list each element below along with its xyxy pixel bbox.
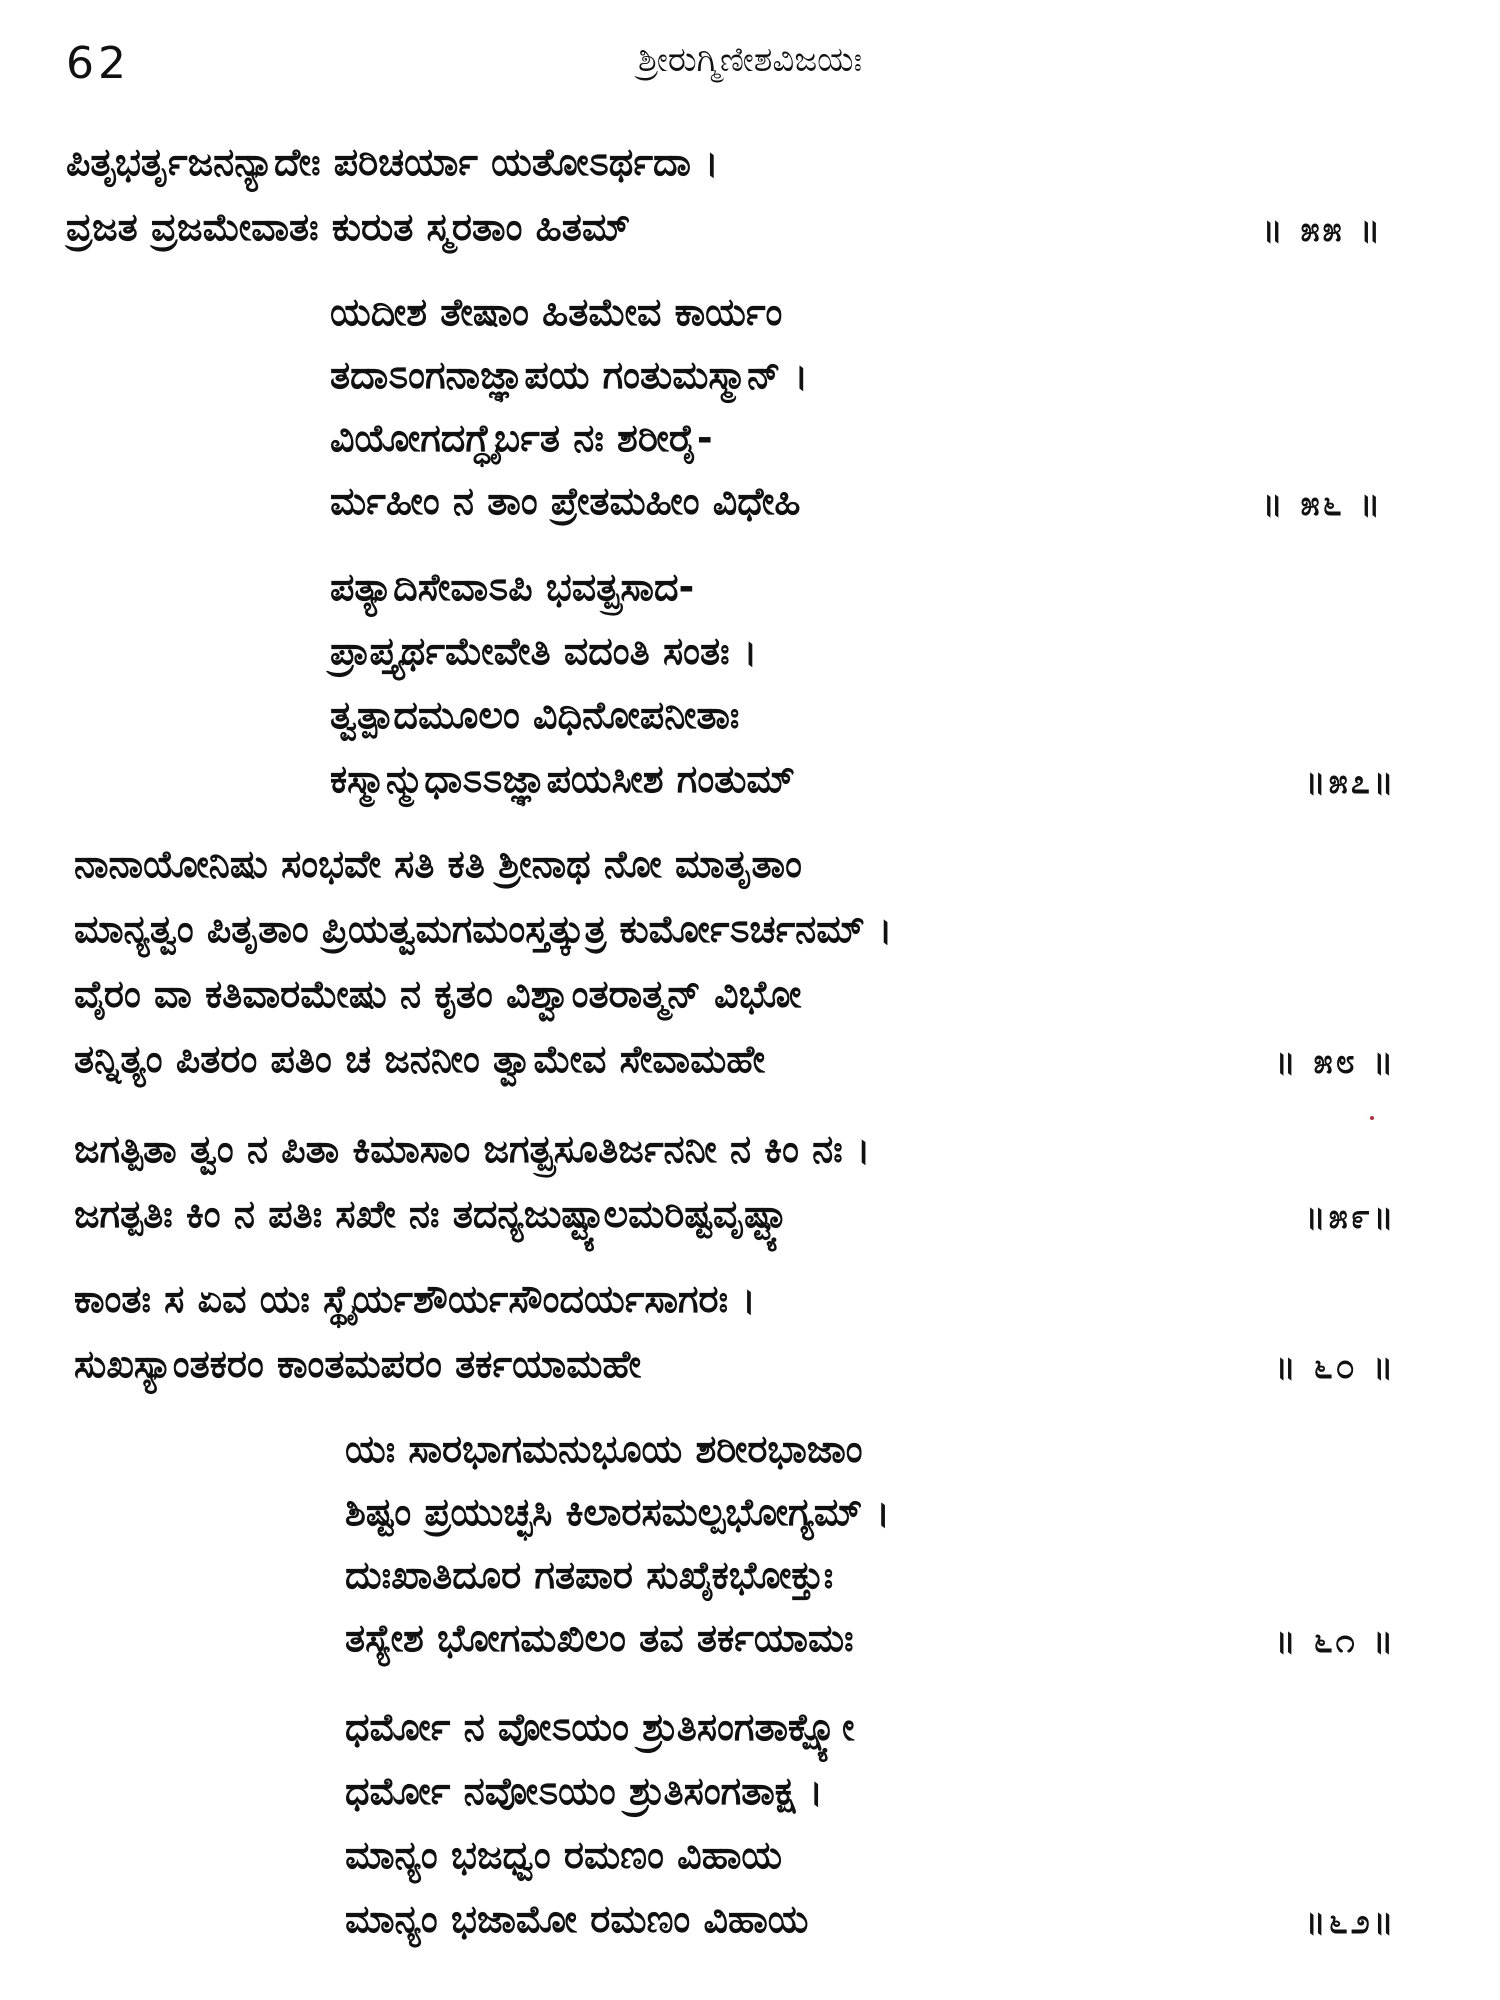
ink-speck	[1370, 1116, 1374, 1120]
verse-line: ತಸ್ಯೇಶ ಭೋಗಮಖಿಲಂ ತವ ತರ್ಕಯಾಮಃ	[345, 1616, 854, 1660]
verse-number: ॥ ೫೬ ॥	[1262, 484, 1384, 524]
verse-line: ವಿಯೋಗದಗ್ಧೈರ್ಬತ ನಃ ಶರೀರೈ-	[330, 416, 713, 460]
verse-line: ಧರ್ಮೋ ನ ವೋಽಯಂ ಶ್ರುತಿಸಂಗತಾಕ್ಷ್ಯೋ	[345, 1705, 855, 1749]
verse-line: ದುಃಖಾತಿದೂರ ಗತಪಾರ ಸುಖೈಕಭೋಕ್ತುಃ	[345, 1553, 834, 1597]
verse-number: ॥ ೬೧ ॥	[1275, 1621, 1397, 1661]
verse-number: ॥೫೯॥	[1305, 1197, 1397, 1237]
verse-line: ಪತ್ಯಾದಿಸೇವಾಽಪಿ ಭವತ್ಪ್ರಸಾದ-	[330, 565, 695, 609]
verse-number: ॥ ೬೦ ॥	[1275, 1347, 1397, 1387]
verse-line: ಸುಖಸ್ಯಾಂತಕರಂ ಕಾಂತಮಪರಂ ತರ್ಕಯಾಮಹೇ	[74, 1342, 642, 1386]
page-number: 62	[66, 38, 130, 89]
verse-line: ಯದೀಶ ತೇಷಾಂ ಹಿತಮೇವ ಕಾರ್ಯಂ	[330, 290, 783, 334]
verse-line: ಪ್ರಾಪ್ತ್ಯರ್ಥಮೇವೇತಿ ವದಂತಿ ಸಂತಃ ।	[330, 629, 758, 673]
verse-line: ಪಿತೃಭರ್ತೃಜನನ್ಯಾದೇಃ ಪರಿಚರ್ಯಾ ಯತೋಽರ್ಥದಾ ।	[66, 140, 719, 184]
verse-line: ವೈರಂ ವಾ ಕತಿವಾರಮೇಷು ನ ಕೃತಂ ವಿಶ್ವಾಂತರಾತ್ಮನ್ ವಿಭೋ	[74, 972, 802, 1016]
verse-number: ॥ ೫೫ ॥	[1262, 210, 1384, 250]
verse-line: ನಾನಾಯೋನಿಷು ಸಂಭವೇ ಸತಿ ಕತಿ ಶ್ರೀನಾಥ ನೋ ಮಾತೃತಾಂ	[74, 842, 802, 886]
verse-line: ಮಾನ್ಯಂ ಭಜಾಮೋ ರಮಣಂ ವಿಹಾಯ	[345, 1897, 809, 1941]
verse-line: ಕಸ್ಮಾನ್ಮುಧಾಽಽಜ್ಞಾಪಯಸೀಶ ಗಂತುಮ್	[330, 757, 795, 801]
verse-number: ॥೬೨॥	[1305, 1902, 1397, 1942]
verse-number: ॥೫೭॥	[1305, 762, 1397, 802]
verse-line: ಮಾನ್ಯತ್ವಂ ಪಿತೃತಾಂ ಪ್ರಿಯತ್ವಮಗಮಂಸ್ತತ್ಕುತ್ರ ಕುರ್ಮೋಽರ್ಚನಮ್ ।	[74, 907, 893, 951]
verse-line: ರ್ಮಹೀಂ ನ ತಾಂ ಪ್ರೇತಮಹೀಂ ವಿಧೇಹಿ	[330, 479, 801, 523]
verse-line: ತ್ವತ್ಪಾದಮೂಲಂ ವಿಧಿನೋಪನೀತಾಃ	[330, 693, 740, 737]
verse-line: ತನ್ನಿತ್ಯಂ ಪಿತರಂ ಪತಿಂ ಚ ಜನನೀಂ ತ್ವಾಮೇವ ಸೇವಾಮಹೇ	[74, 1037, 766, 1081]
running-head: ಶ್ರೀರುಗ್ಮಿಣೀಶವಿಜಯಃ	[637, 40, 863, 80]
verse-line: ಧರ್ಮೋ ನವೋಽಯಂ ಶ್ರುತಿಸಂಗತಾಕ್ಷ ।	[345, 1769, 824, 1813]
verse-line: ಮಾನ್ಯಂ ಭಜಧ್ವಂ ರಮಣಂ ವಿಹಾಯ	[345, 1833, 783, 1877]
verse-line: ಜಗತ್ಪಿತಾ ತ್ವಂ ನ ಪಿತಾ ಕಿಮಾಸಾಂ ಜಗತ್ಪ್ರಸೂತಿರ್ಜನನೀ ನ ಕಿಂ ನಃ ।	[74, 1127, 871, 1171]
verse-line: ತದಾಽಂಗನಾಜ್ಞಾಪಯ ಗಂತುಮಸ್ಮಾನ್ ।	[330, 353, 809, 397]
verse-line: ಜಗತ್ಪತಿಃ ಕಿಂ ನ ಪತಿಃ ಸಖೇ ನಃ ತದನ್ಯಜುಷ್ಟ್ಯಾಲಮರಿಷ್ಟವೃಷ್ಟ್ಯಾ	[74, 1192, 793, 1236]
verse-line: ವ್ರಜತ ವ್ರಜಮೇವಾತಃ ಕುರುತ ಸ್ಮರತಾಂ ಹಿತಮ್	[66, 205, 631, 249]
verse-line: ಯಃ ಸಾರಭಾಗಮನುಭೂಯ ಶರೀರಭಾಜಾಂ	[345, 1427, 863, 1471]
verse-line: ಶಿಷ್ಟಂ ಪ್ರಯುಚ್ಛಸಿ ಕಿಲಾರಸಮಲ್ಪಭೋಗ್ಯಮ್ ।	[345, 1490, 890, 1534]
verse-number: ॥ ೫೮ ॥	[1275, 1042, 1397, 1082]
verse-line: ಕಾಂತಃ ಸ ಏವ ಯಃ ಸ್ಥೈರ್ಯಶೌರ್ಯಸೌಂದರ್ಯಸಾಗರಃ ।	[74, 1277, 756, 1321]
